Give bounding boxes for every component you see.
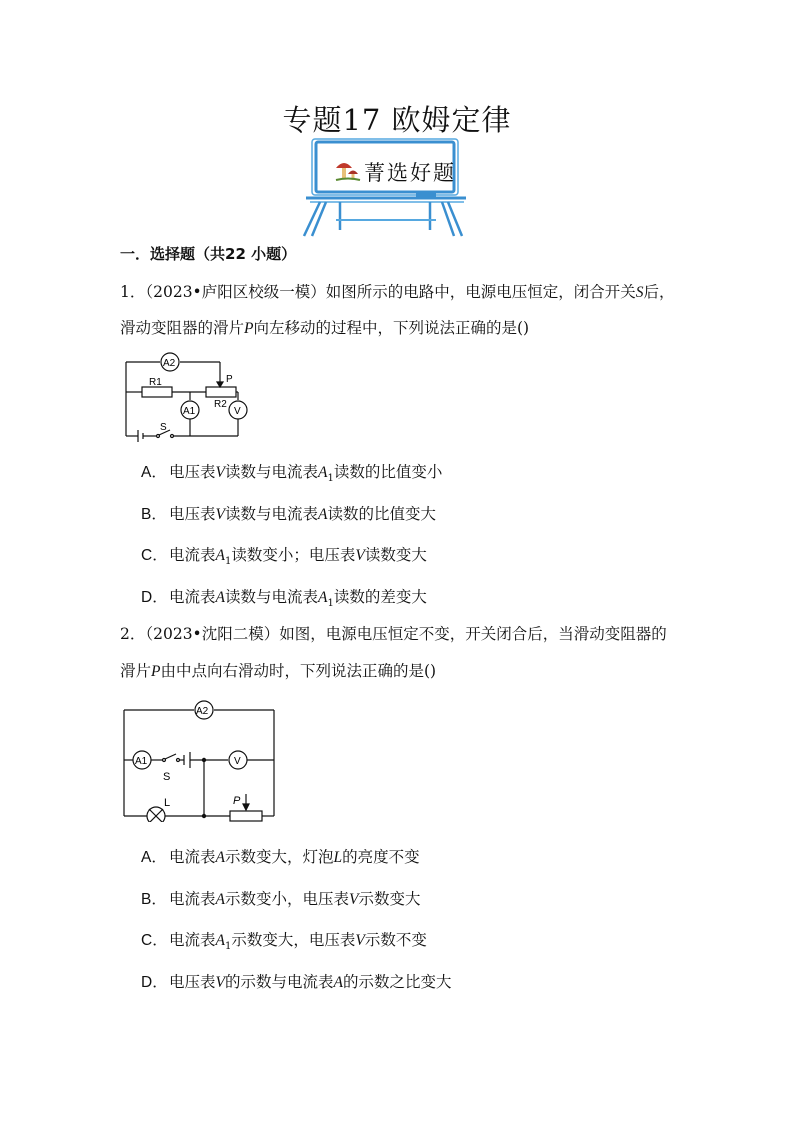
q1-circuit-diagram <box>118 350 268 442</box>
q2-option-c[interactable]: C．电流表$A_1$示数变大，电压表V示数不变 <box>141 931 427 953</box>
q2-label-a2: A2 <box>196 706 209 717</box>
q1-label-r2: R2 <box>214 399 227 410</box>
q1-option-c[interactable]: C．电流表$A_1$读数变小；电压表V读数变大 <box>141 546 427 568</box>
q2-label-p: P <box>233 795 241 807</box>
q2-option-b[interactable]: B． 电流表A示数变小，电压表V示数变大 <box>141 890 421 908</box>
q2-circuit-diagram <box>118 696 280 822</box>
q2-option-a[interactable]: A． 电流表A示数变大，灯泡L的亮度不变 <box>141 848 420 866</box>
q1-option-b[interactable]: B． 电压表V读数与电流表A读数的比值变大 <box>141 505 436 523</box>
q1-label-r1: R1 <box>149 377 162 388</box>
q2-label-v: V <box>234 756 241 767</box>
mushroom-icon <box>336 163 360 180</box>
q1-option-a[interactable]: A． 电压表V读数与电流表$A_1$读数的比值变小 <box>141 463 443 485</box>
blackboard-banner-icon <box>296 138 476 238</box>
q1-label-s: S <box>160 422 167 433</box>
q1-label-p: P <box>226 374 233 385</box>
q1-stem-line2: 滑动变阻器的滑片P向左移动的过程中，下列说法正确的是() <box>120 319 530 337</box>
q2-label-a1: A1 <box>135 756 148 767</box>
page-title: 专题17 欧姆定律 <box>282 103 512 137</box>
q1-stem-line1: 1．（2023•庐阳区校级一模）如图所示的电路中，电源电压恒定，闭合开关S后， <box>120 283 675 301</box>
q1-label-v: V <box>234 406 241 417</box>
q1-option-d[interactable]: D．电流表A读数与电流表$A_1$读数的差变大 <box>141 588 427 610</box>
q1-label-a2: A2 <box>163 358 176 369</box>
q2-stem-line1: 2．（2023•沈阳二模）如图，电源电压恒定不变，开关闭合后，当滑动变阻器的 <box>120 625 667 643</box>
q2-stem-line2: 滑片P由中点向右滑动时，下列说法正确的是() <box>120 662 437 680</box>
q2-label-s: S <box>163 771 171 783</box>
banner-title: 菁选好题 <box>364 161 456 185</box>
q1-label-a1: A1 <box>183 406 196 417</box>
q2-label-l: L <box>164 797 171 809</box>
section-heading: 一．选择题（共22 小题） <box>120 245 297 263</box>
q2-option-d[interactable]: D．电压表V的示数与电流表A的示数之比变大 <box>141 973 452 991</box>
